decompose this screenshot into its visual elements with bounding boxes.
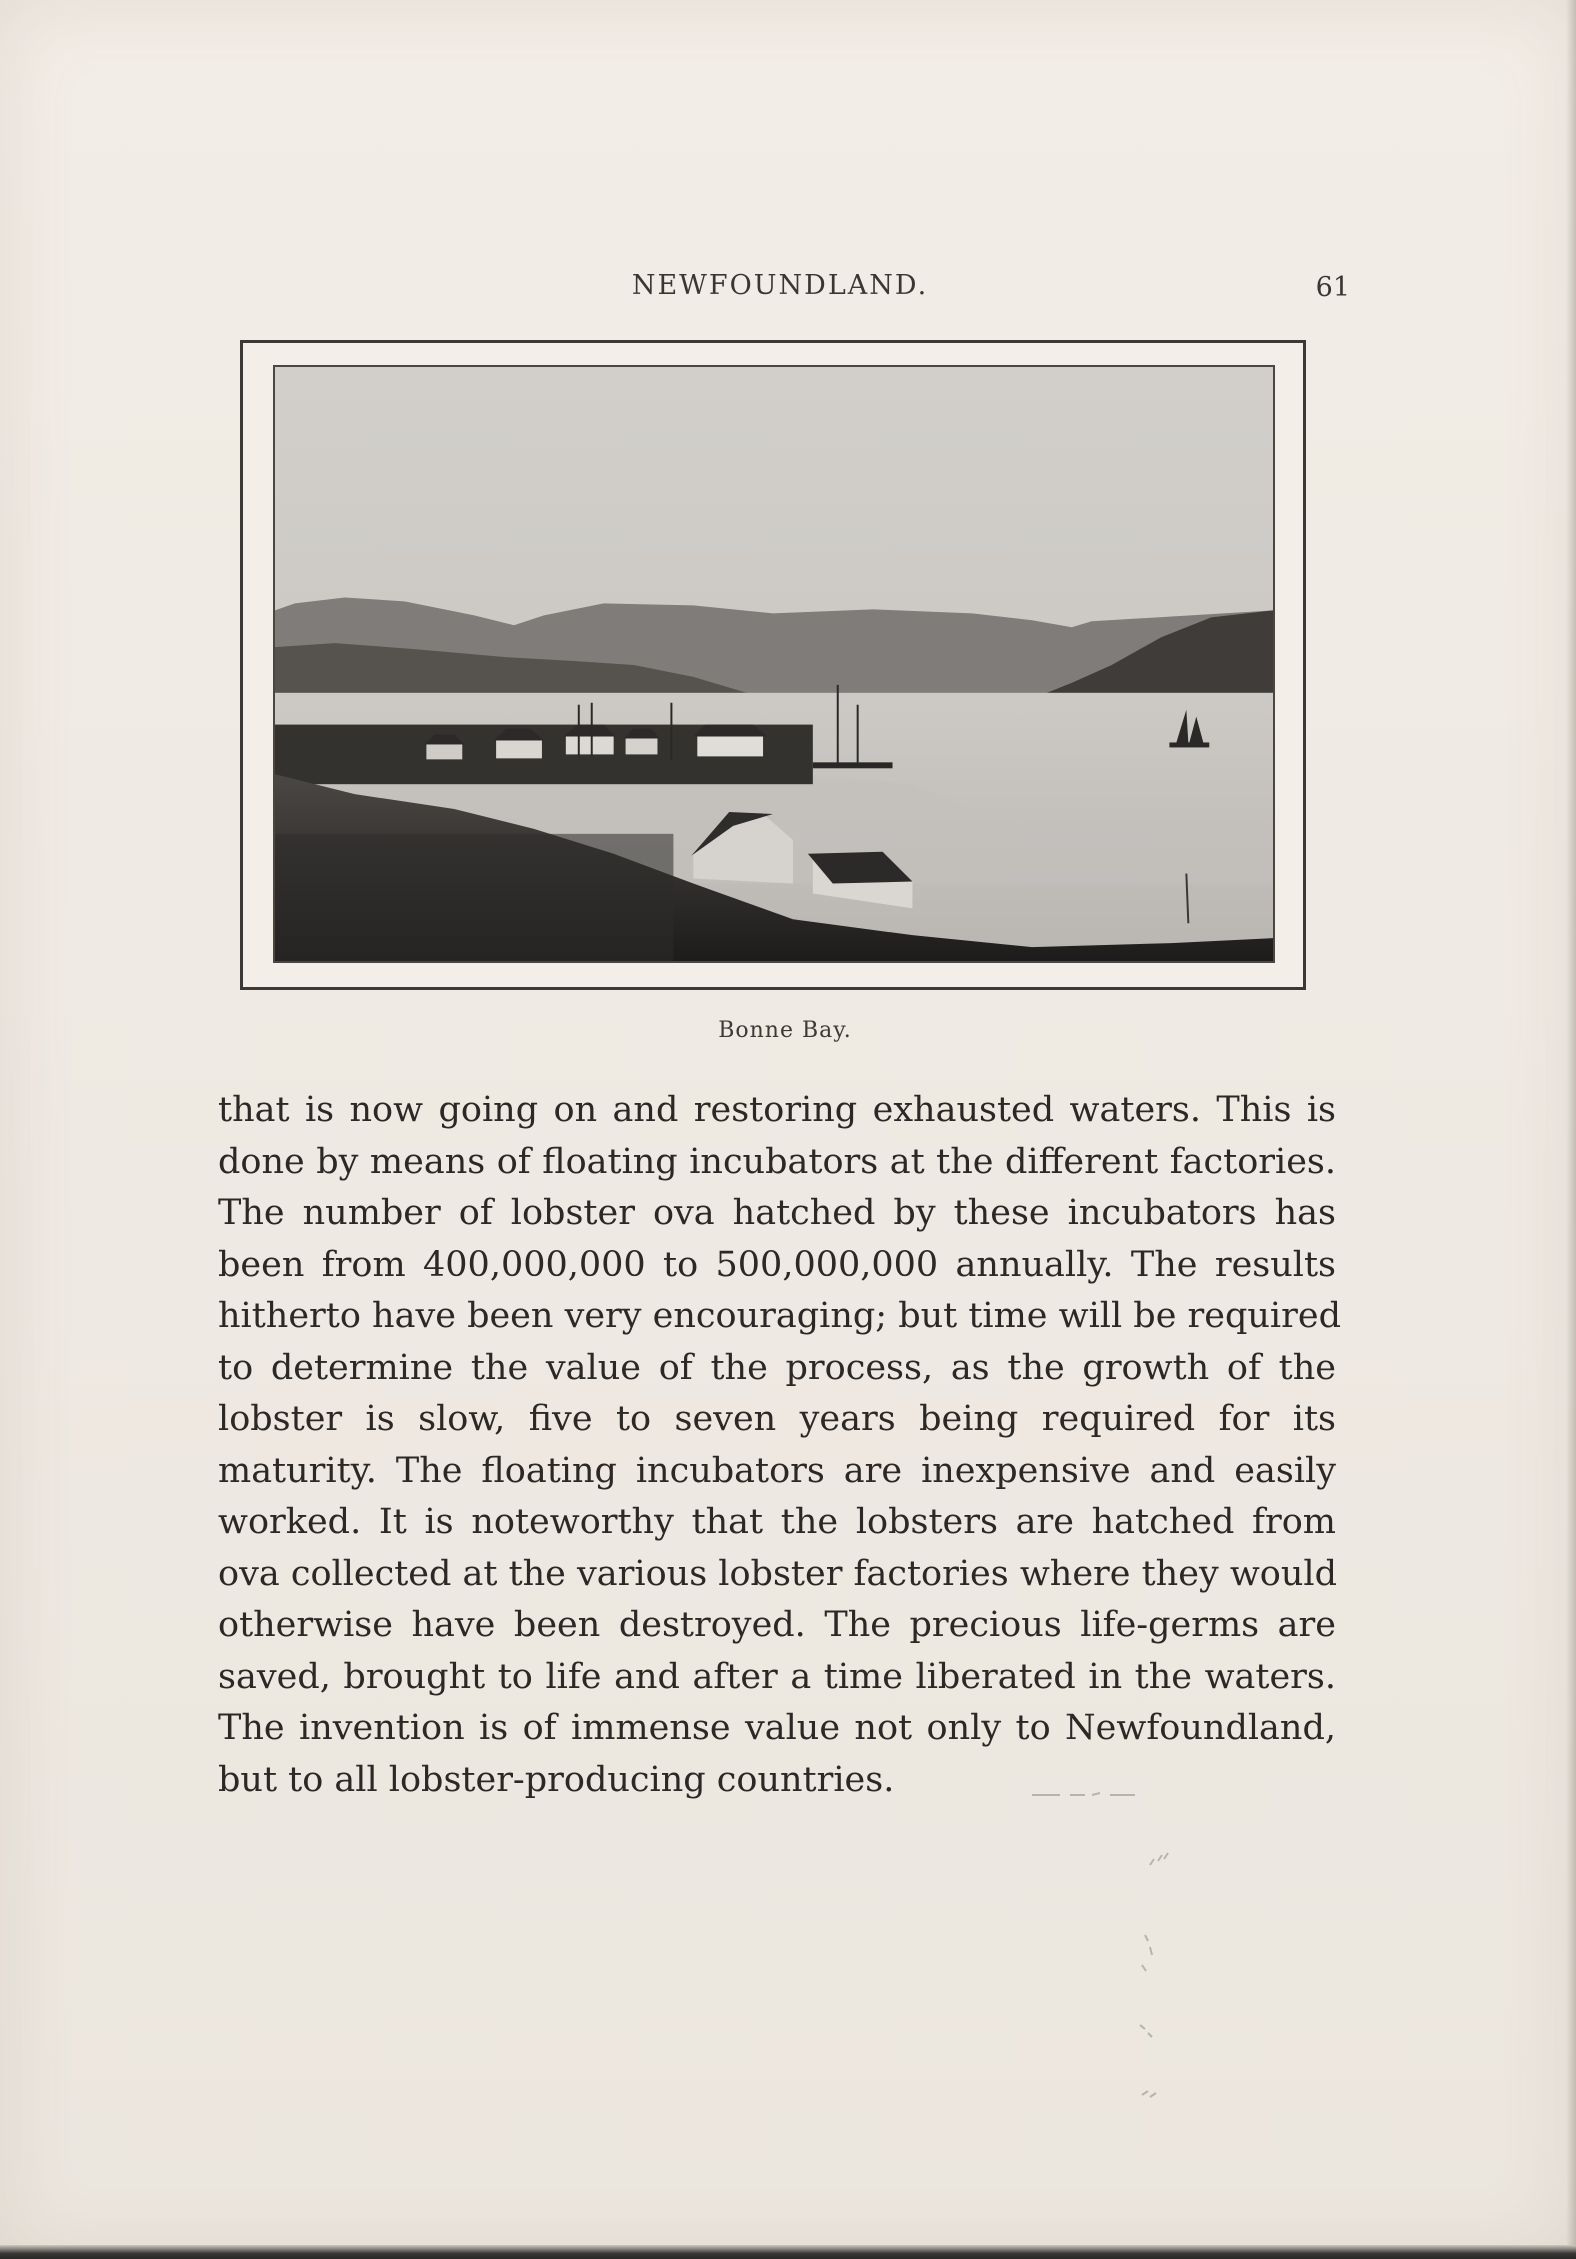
bonne-bay-photograph (273, 365, 1275, 963)
page-bottom-edge (0, 2245, 1576, 2259)
body-paragraph (218, 1085, 1341, 1806)
page-right-edge-shadow (1566, 0, 1576, 2259)
text-line: to determine the value of the process, as the growth of the (218, 1347, 1336, 1388)
text-line-last: but to all lobster-producing countries. (218, 1759, 895, 1800)
text-line: lobster is slow, five to seven years being required for its (218, 1399, 1336, 1439)
pencil-marks (1030, 1785, 1210, 2145)
photo-frame (240, 340, 1306, 990)
field-texture (275, 834, 673, 961)
text-line: ova collected at the various lobster factories where they would (218, 1553, 1338, 1594)
text-line: been from 400,000,000 to 500,000,000 annually. The results (218, 1244, 1336, 1285)
text-line: maturity. The floating incubators are inexpensive and easily (218, 1450, 1336, 1491)
text-line: otherwise have been destroyed. The precious life-germs are (218, 1605, 1336, 1645)
text-line: The invention is of immense value not only to Newfoundland, (218, 1708, 1336, 1748)
text-line: The number of lobster ova hatched by these incubators has (218, 1193, 1336, 1233)
text-line: saved, brought to life and after a time liberated in the waters. (218, 1656, 1336, 1697)
village (275, 725, 893, 785)
text-line: that is now going on and restoring exhausted waters. This is (218, 1090, 1336, 1130)
text-line: done by means of floating incubators at the different factories. (218, 1141, 1336, 1182)
text-line: worked. It is noteworthy that the lobsters are hatched from (218, 1502, 1336, 1542)
figure-caption: Bonne Bay. (718, 1018, 852, 1043)
bay-landscape-image (275, 367, 1273, 961)
text-line: hitherto have been very encouraging; but time will be required (218, 1296, 1341, 1336)
running-header: NEWFOUNDLAND. (631, 270, 929, 301)
page-number: 61 (1315, 272, 1350, 303)
